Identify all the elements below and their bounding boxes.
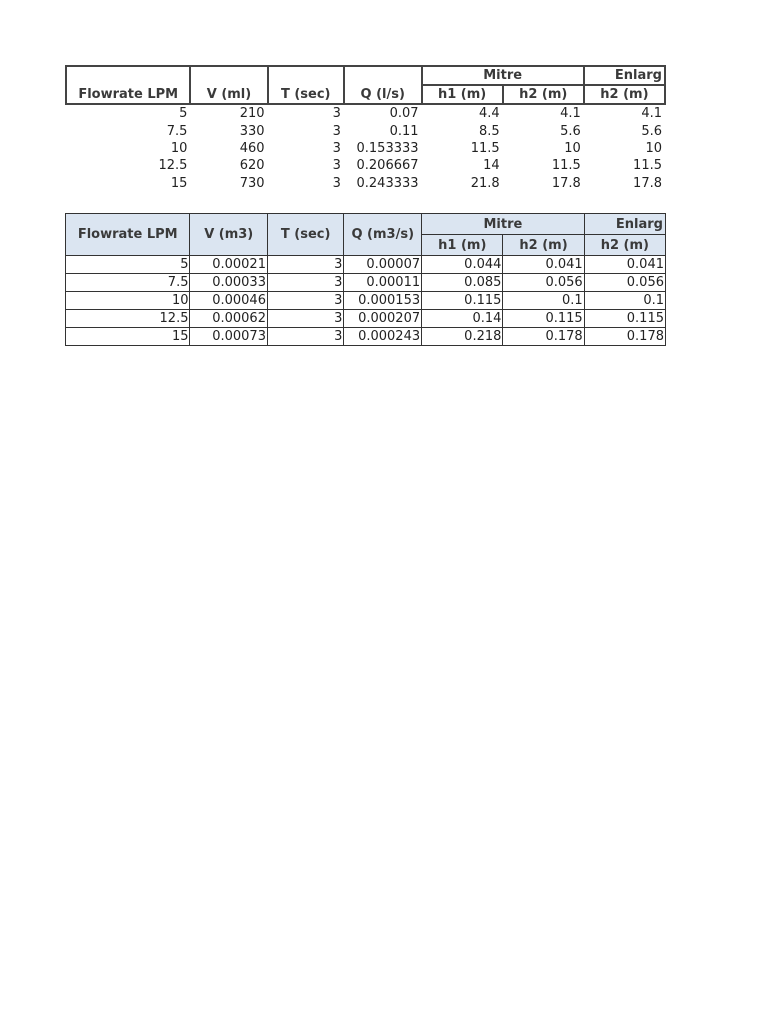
cell-volume: 730 <box>239 175 265 191</box>
cell-mitre-h2: 11.5 <box>551 158 581 174</box>
cell-mitre-h2: 0.041 <box>503 256 584 274</box>
cell-time: 3 <box>267 310 343 328</box>
table-row <box>66 175 665 192</box>
cell-mitre-h2: 0.115 <box>503 310 584 328</box>
cell-discharge: 0.000207 <box>344 310 422 328</box>
cell-volume: 620 <box>239 158 265 174</box>
cell-mitre-h2: 10 <box>564 140 581 156</box>
cell-time: 3 <box>332 123 341 139</box>
header-discharge: Q (l/s) <box>344 66 422 104</box>
cell-volume: 330 <box>239 123 265 139</box>
table-row <box>66 157 665 174</box>
cell-enlarg-h2: 5.6 <box>641 123 662 139</box>
cell-mitre-h1: 21.8 <box>470 175 500 191</box>
cell-flowrate: 10 <box>170 140 188 156</box>
cell-flowrate: 15 <box>170 175 188 191</box>
cell-mitre-h2: 0.056 <box>503 274 584 292</box>
header-mitre-h1: h1 (m) <box>422 85 503 104</box>
table-row <box>66 104 665 122</box>
cell-discharge: 0.243333 <box>356 175 419 191</box>
table-row <box>66 310 666 328</box>
cell-mitre-h1: 0.085 <box>422 274 503 292</box>
cell-enlarg-h2: 17.8 <box>633 175 662 191</box>
cell-enlarg-h2: 0.1 <box>584 292 665 310</box>
header-enlarg-h2: h2 (m) <box>584 235 665 256</box>
cell-time: 3 <box>332 158 341 174</box>
cell-mitre-h2: 5.6 <box>560 123 581 139</box>
cell-enlarg-h2: 0.056 <box>584 274 665 292</box>
cell-enlarg-h2: 0.041 <box>584 256 665 274</box>
cell-mitre-h2: 0.1 <box>503 292 584 310</box>
table-row <box>66 256 666 274</box>
cell-time: 3 <box>267 328 343 346</box>
header-enlarg-h2: h2 (m) <box>584 85 665 104</box>
cell-mitre-h1: 8.5 <box>478 123 500 139</box>
cell-discharge: 0.00011 <box>344 274 422 292</box>
header-mitre-h2: h2 (m) <box>503 235 584 256</box>
raw-measurements-table <box>65 65 666 192</box>
cell-flowrate: 12.5 <box>66 310 190 328</box>
cell-flowrate: 15 <box>66 328 190 346</box>
cell-discharge: 0.153333 <box>356 140 419 156</box>
cell-enlarg-h2: 0.115 <box>584 310 665 328</box>
cell-flowrate: 5 <box>66 256 190 274</box>
raw-measurements-table-wrapper <box>65 65 666 192</box>
cell-enlarg-h2: 0.178 <box>584 328 665 346</box>
header-time: T (sec) <box>267 214 343 256</box>
header-flowrate: Flowrate LPM <box>66 214 190 256</box>
header-group-enlarg: Enlarg <box>584 66 665 85</box>
header-discharge: Q (m3/s) <box>344 214 422 256</box>
cell-mitre-h2: 0.178 <box>503 328 584 346</box>
cell-mitre-h1: 0.14 <box>422 310 503 328</box>
cell-mitre-h1: 11.5 <box>470 140 500 156</box>
table-row <box>66 274 666 292</box>
cell-mitre-h1: 4.4 <box>478 106 500 122</box>
header-volume: V (ml) <box>190 66 267 104</box>
table-row <box>66 140 665 157</box>
header-flowrate: Flowrate LPM <box>66 66 190 104</box>
cell-time: 3 <box>267 256 343 274</box>
header-group-mitre: Mitre <box>422 66 584 85</box>
cell-discharge: 0.11 <box>389 123 419 139</box>
table-row <box>66 292 666 310</box>
header-group-mitre: Mitre <box>422 214 585 235</box>
si-measurements-table <box>65 213 666 346</box>
cell-time: 3 <box>332 140 341 156</box>
si-measurements-table-wrapper <box>65 213 666 346</box>
cell-discharge: 0.000243 <box>344 328 422 346</box>
cell-volume: 0.00062 <box>190 310 267 328</box>
cell-time: 3 <box>267 292 343 310</box>
cell-mitre-h2: 17.8 <box>551 175 581 191</box>
cell-enlarg-h2: 4.1 <box>641 106 662 122</box>
cell-time: 3 <box>332 106 341 122</box>
header-mitre-h1: h1 (m) <box>422 235 503 256</box>
cell-mitre-h1: 0.218 <box>422 328 503 346</box>
table-row <box>66 122 665 139</box>
header-volume: V (m3) <box>190 214 267 256</box>
cell-flowrate: 12.5 <box>158 158 188 174</box>
cell-volume: 0.00073 <box>190 328 267 346</box>
cell-volume: 0.00046 <box>190 292 267 310</box>
cell-flowrate: 5 <box>179 106 188 122</box>
cell-discharge: 0.206667 <box>356 158 419 174</box>
cell-flowrate: 10 <box>66 292 190 310</box>
table-row <box>66 328 666 346</box>
cell-flowrate: 7.5 <box>66 274 190 292</box>
cell-enlarg-h2: 11.5 <box>633 158 662 174</box>
cell-time: 3 <box>332 175 341 191</box>
cell-discharge: 0.00007 <box>344 256 422 274</box>
cell-discharge: 0.07 <box>389 106 419 122</box>
header-group-enlarg: Enlarg <box>584 214 665 235</box>
cell-enlarg-h2: 10 <box>645 140 662 156</box>
cell-volume: 460 <box>239 140 265 156</box>
cell-volume: 210 <box>239 106 265 122</box>
cell-volume: 0.00033 <box>190 274 267 292</box>
cell-volume: 0.00021 <box>190 256 267 274</box>
cell-mitre-h2: 4.1 <box>560 106 581 122</box>
cell-time: 3 <box>267 274 343 292</box>
header-mitre-h2: h2 (m) <box>503 85 584 104</box>
cell-mitre-h1: 0.044 <box>422 256 503 274</box>
cell-flowrate: 7.5 <box>166 123 188 139</box>
header-time: T (sec) <box>268 66 344 104</box>
cell-mitre-h1: 14 <box>483 158 500 174</box>
cell-discharge: 0.000153 <box>344 292 422 310</box>
cell-mitre-h1: 0.115 <box>422 292 503 310</box>
